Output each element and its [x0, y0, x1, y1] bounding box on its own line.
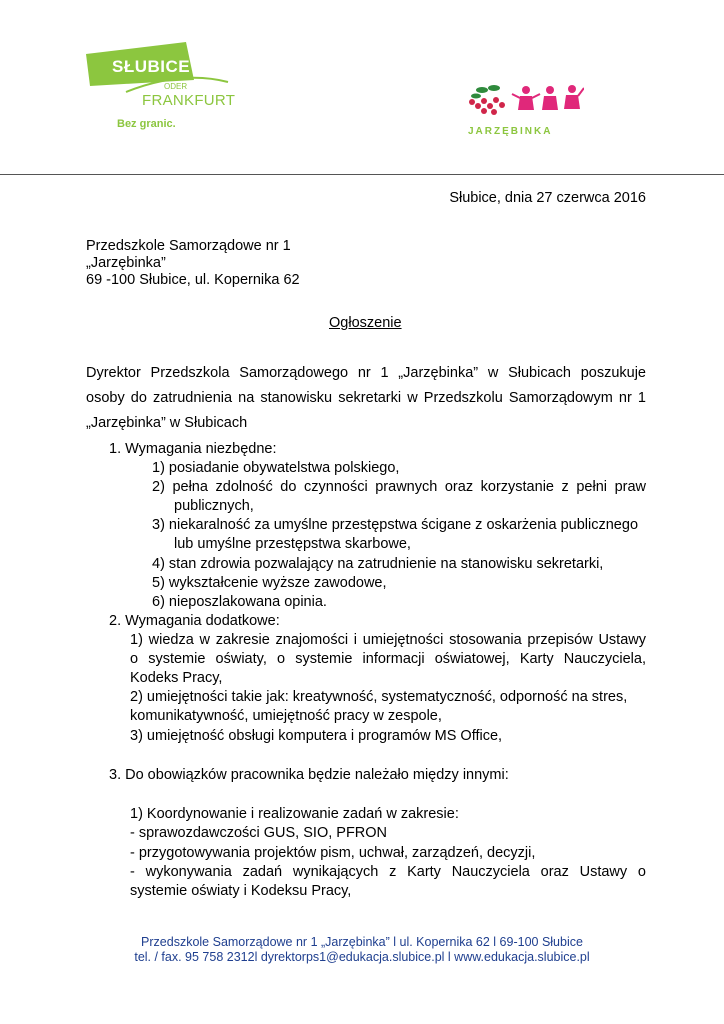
- header-divider: [0, 174, 724, 175]
- section3-line: - sprawozdawczości GUS, SIO, PFRON: [130, 825, 388, 841]
- section3-line: - wykonywania zadań wynikających z Karty Nauczyciela oraz Ustawy o: [130, 864, 646, 880]
- logo-slogan: Bez granic.: [117, 118, 176, 130]
- section2-line: Kodeks Pracy,: [130, 670, 223, 686]
- address-line-3: 69 -100 Słubice, ul. Kopernika 62: [86, 272, 300, 288]
- jarzebinka-logo-label: JARZĘBINKA: [468, 126, 553, 137]
- section2-line: 3) umiejętność obsługi komputera i programów MS Office,: [130, 728, 503, 744]
- page-title: Ogłoszenie: [329, 315, 402, 331]
- list-item: 5) wykształcenie wyższe zawodowe,: [152, 575, 387, 591]
- intro-line-3: „Jarzębinka” w Słubicach: [86, 415, 248, 431]
- logo-line1: SŁUBICE: [112, 57, 191, 76]
- list-item: 4) stan zdrowia pozwalający na zatrudnienie na stanowisku sekretarki,: [152, 556, 604, 572]
- section3-line: systemie oświaty i Kodeksu Pracy,: [130, 883, 352, 899]
- footer-line-2: tel. / fax. 95 758 2312l dyrektorps1@edukacja.slubice.pl l www.edukacja.slubice.pl: [134, 950, 590, 964]
- logo-line3: FRANKFURT: [142, 92, 236, 109]
- list-item: 3) niekaralność za umyślne przestępstwa ścigane z oskarżenia publicznego: [152, 517, 639, 533]
- logo-line2: ODER: [164, 82, 188, 91]
- address-line-1: Przedszkole Samorządowe nr 1: [86, 238, 291, 254]
- section2-line: komunikatywność, umiejętność pracy w zespole,: [130, 708, 442, 724]
- section1-heading: 1. Wymagania niezbędne:: [109, 441, 277, 457]
- section3-line: - przygotowywania projektów pism, uchwał, zarządzeń, decyzji,: [130, 845, 536, 861]
- list-item: publicznych,: [174, 498, 254, 514]
- address-line-2: „Jarzębinka”: [86, 255, 166, 271]
- jarzebinka-logo: [464, 82, 584, 142]
- list-item: 6) nieposzlakowana opinia.: [152, 594, 327, 610]
- date-line: Słubice, dnia 27 czerwca 2016: [449, 190, 646, 206]
- intro-line-1: Dyrektor Przedszkola Samorządowego nr 1 „Jarzębinka” w Słubicach poszukuje: [86, 365, 646, 381]
- list-item: 2) pełna zdolność do czynności prawnych oraz korzystanie z pełni praw: [152, 479, 646, 495]
- section2-line: o systemie oświaty, o systemie informacji oświatowej, Karty Nauczyciela,: [130, 651, 646, 667]
- footer-line-1: Przedszkole Samorządowe nr 1 „Jarzębinka” l ul. Kopernika 62 l 69-100 Słubice: [141, 935, 583, 949]
- list-item: 1) posiadanie obywatelstwa polskiego,: [152, 460, 400, 476]
- slubice-logo: [86, 40, 236, 132]
- section3-line: 1) Koordynowanie i realizowanie zadań w zakresie:: [130, 806, 459, 822]
- list-item: lub umyślne przestępstwa skarbowe,: [174, 536, 411, 552]
- section2-heading: 2. Wymagania dodatkowe:: [109, 613, 280, 629]
- intro-line-2: osoby do zatrudnienia na stanowisku sekretarki w Przedszkolu Samorządowym nr 1: [86, 390, 646, 406]
- section2-line: 2) umiejętności takie jak: kreatywność, systematyczność, odporność na stres,: [130, 689, 628, 705]
- section2-line: 1) wiedza w zakresie znajomości i umiejętności stosowania przepisów Ustawy: [130, 632, 646, 648]
- section3-heading: 3. Do obowiązków pracownika będzie należało między innymi:: [109, 767, 509, 783]
